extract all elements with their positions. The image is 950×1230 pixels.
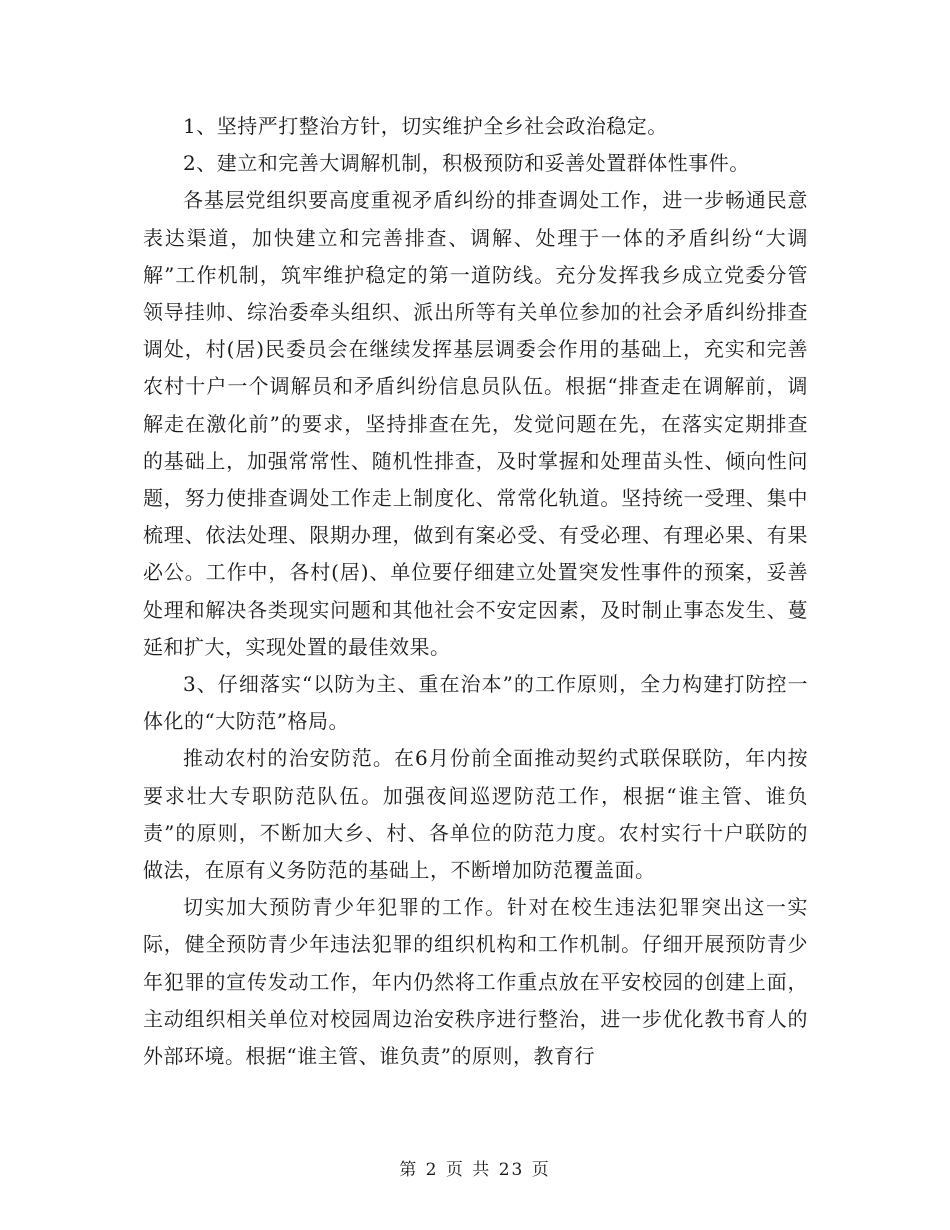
paragraph-rural-security: 推动农村的治安防范。在6月份前全面推动契约式联保联防，年内按要求壮大专职防范队伍。加强夜间巡逻防范工作，根据“谁主管、谁负责”的原则，不断加大乡、村、各单位的防范力度。农村实行十户联防的做法，在原有义务防范的基础上，不断增加防范覆盖面。 [143, 746, 808, 883]
paragraph-youth-crime-prevention: 切实加大预防青少年犯罪的工作。针对在校生违法犯罪突出这一实际，健全预防青少年违法犯罪的组织机构和工作机制。仔细开展预防青少年犯罪的宣传发动工作，年内仍然将工作重点放在平安校园的创建上面，主动组织相关单位对校园周边治安秩序进行整治，进一步优化教书育人的外部环境。根据“谁主管、谁负责”的原则，教育行 [143, 895, 808, 1069]
paragraph-item-1: 1、坚持严打整治方针，切实维护全乡社会政治稳定。 [183, 114, 668, 138]
paragraph-item-2: 2、建立和完善大调解机制，积极预防和妥善处置群体性事件。 [183, 151, 750, 176]
page-number-footer: 第 2 页 共 23 页 [399, 1160, 551, 1180]
paragraph-item-3: 3、仔细落实“以防为主、重在治本”的工作原则，全力构建打防控一体化的“大防范”格局。 [143, 672, 808, 734]
paragraph-mediation-mechanism: 各基层党组织要高度重视矛盾纠纷的排查调处工作，进一步畅通民意表达渠道，加快建立和完善排查、调解、处理于一体的矛盾纠纷“大调解”工作机制，筑牢维护稳定的第一道防线。充分发挥我乡成立党委分管领导挂帅、综治委牵头组织、派出所等有关单位参加的社会矛盾纠纷排查调处，村(居)民委员会在继续发挥基层调委会作用的基础上，充实和完善农村十户一个调解员和矛盾纠纷信息员队伍。根据“排查走在调解前，调解走在激化前”的要求，坚持排查在先，发觉问题在先，在落实定期排查的基础上，加强常常性、随机性排查，及时掌握和处理苗头性、倾向性问题，努力使排查调处工作走上制度化、常常化轨道。坚持统一受理、集中梳理、依法处理、限期办理，做到有案必受、有受必理、有理必果、有果必公。工作中，各村(居)、单位要仔细建立处置突发性事件的预案，妥善处理和解决各类现实问题和其他社会不安定因素，及时制止事态发生、蔓延和扩大，实现处置的最佳效果。 [143, 188, 808, 659]
document-body [143, 108, 808, 1075]
